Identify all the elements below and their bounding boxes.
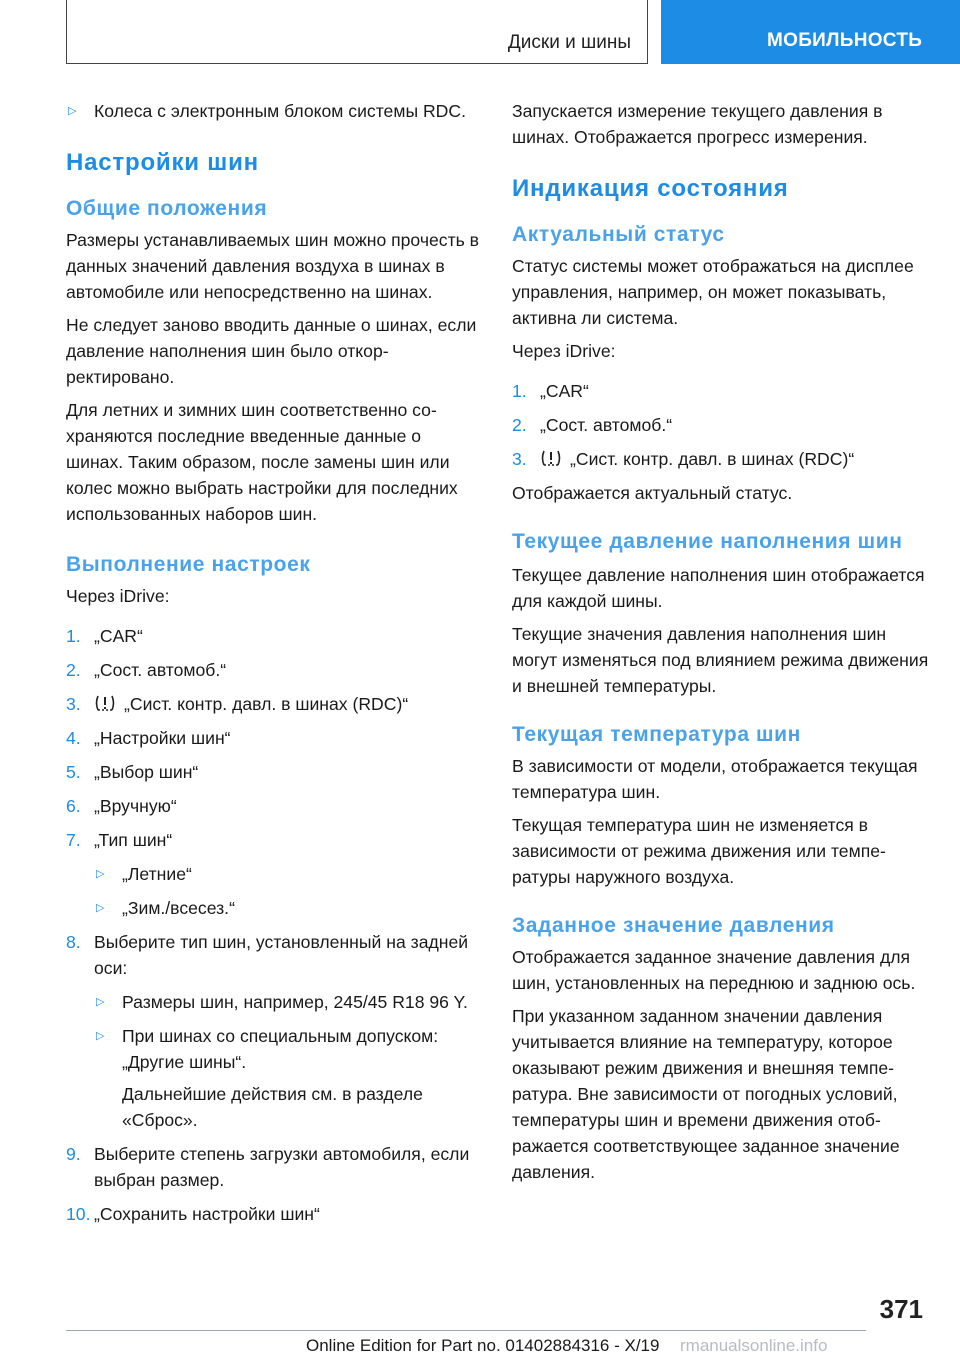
heading-actual-status: Актуальный статус — [512, 223, 725, 246]
list-item: 2. „Сост. автомоб.“ — [512, 415, 673, 435]
triangle-right-icon: ▷ — [96, 868, 105, 880]
watermark: rmanualsonline.info — [680, 1336, 828, 1355]
section-title: Диски и шины — [507, 32, 631, 53]
list-item: 7. „Тип шин“ — [66, 830, 173, 850]
paragraph: Отображается заданное значение давления для шин, установленных на переднюю и заднюю ось. — [512, 947, 916, 993]
header-tab-mobility[interactable]: МОБИЛЬНОСТЬ — [661, 0, 960, 64]
heading-status-display: Индикация состояния — [512, 175, 789, 202]
paragraph: В зависимости от модели, отображается текущая температура шин. — [512, 756, 918, 802]
tire-pressure-warning-icon — [540, 448, 562, 468]
intro-bullet: ▷ Колеса с электронным блоком системы RDC. — [66, 98, 482, 124]
paragraph: Отображается актуальный статус. — [512, 483, 793, 503]
list-item: 8. Выберите тип шин, установленный на задней оси: — [66, 932, 469, 978]
paragraph: Запускается измерение текущего давления в шинах. Отображается прогресс измерения. — [512, 101, 883, 147]
footer-edition: Online Edition for Part no. 01402884316 - X/19 — [306, 1336, 660, 1355]
via-idrive: Через iDrive: — [512, 341, 616, 361]
header-section-box — [66, 0, 648, 64]
sub-note: Дальнейшие действия см. в разделе «Сброс». — [122, 1084, 423, 1130]
list-item: 3. „Сист. контр. давл. в шинах (RDC)“ — [512, 449, 855, 469]
list-item: 5. „Выбор шин“ — [66, 762, 199, 782]
paragraph: Не следует заново вводить данные о шинах, если давление наполнения шин было откорректировано. — [66, 315, 477, 387]
heading-target-pressure: Заданное значение давления — [512, 914, 835, 937]
list-item: 2. „Сост. автомоб.“ — [66, 660, 227, 680]
tire-pressure-warning-icon — [94, 693, 116, 713]
triangle-right-icon: ▷ — [96, 996, 105, 1008]
via-idrive: Через iDrive: — [66, 586, 170, 606]
page-number: 371 — [879, 1294, 923, 1324]
paragraph: При указанном заданном значении давления учитывается влияние на температуру, которое оказывают режим движения и внешняя температура. Вне зависимости от погодных условий, температуры шин и времени движения отображается соответствующее заданное значение давления. — [512, 1006, 900, 1182]
list-item: 6. „Вручную“ — [66, 796, 177, 816]
right-column — [512, 98, 930, 1192]
heading-current-temperature: Текущая температура шин — [512, 723, 801, 746]
list-item: 9. Выберите степень загрузки автомобиля, если выбран размер. — [66, 1144, 470, 1190]
heading-current-pressure: Текущее давление наполнения шин — [512, 530, 903, 553]
triangle-right-icon: ▷ — [68, 105, 77, 117]
heading-general: Общие положения — [66, 197, 268, 220]
paragraph: Для летних и зимних шин соответственно сохраняются последние введенные данные о шинах. Таким образом, после замены шин или колес можно выбрать настройки для последних использованных наборов шин. — [66, 400, 458, 524]
heading-perform-settings: Выполнение настроек — [66, 553, 311, 576]
list-item: 1. „CAR“ — [512, 381, 589, 401]
sub-list-item: ▷ При шинах со специальным допуском: „Другие шины“. — [94, 1023, 482, 1075]
left-column — [66, 98, 482, 1235]
list-item: 1. „CAR“ — [66, 626, 143, 646]
paragraph: Размеры устанавливаемых шин можно прочесть в данных значений давления воздуха в шинах в автомобиле или непосредственно на шинах. — [66, 230, 480, 302]
list-item: 4. „Настройки шин“ — [66, 728, 231, 748]
list-item: 3. „Сист. контр. давл. в шинах (RDC)“ — [66, 694, 409, 714]
paragraph: Текущая температура шин не изменяется в зависимости от режима движения или температуры наружного воздуха. — [512, 815, 886, 887]
paragraph: Текущие значения давления наполнения шин могут изменяться под влиянием режима движения и внешней температуры. — [512, 624, 929, 696]
paragraph: Статус системы может отображаться на дисплее управления, например, он может показывать, активна ли система. — [512, 256, 914, 328]
sub-list-item: ▷ „Летние“ — [94, 861, 482, 887]
heading-tire-settings: Настройки шин — [66, 149, 259, 176]
sub-list-item: ▷ Размеры шин, например, 245/45 R18 96 Y. — [94, 989, 482, 1015]
footer-divider — [66, 1330, 866, 1331]
list-item: 10. „Сохранить настройки шин“ — [66, 1204, 320, 1224]
triangle-right-icon: ▷ — [96, 902, 105, 914]
paragraph: Текущее давление наполнения шин отображается для каждой шины. — [512, 565, 925, 611]
sub-list-item: ▷ „Зим./всесез.“ — [94, 895, 482, 921]
triangle-right-icon: ▷ — [96, 1030, 105, 1042]
